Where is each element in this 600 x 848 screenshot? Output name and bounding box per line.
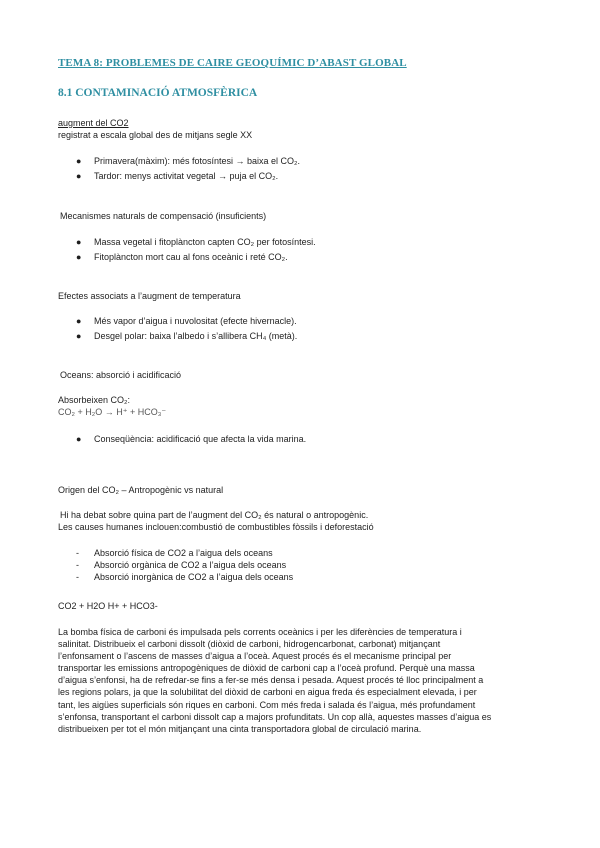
section-heading: 8.1 CONTAMINACIÓ ATMOSFÈRICA — [58, 87, 258, 99]
list-item — [76, 331, 298, 342]
origin-line-2: Les causes humanes inclouen:combustió de combustibles fòssils i deforestació — [58, 522, 374, 532]
oceans-absorb-text: Absorbeixen CO₂: — [58, 395, 131, 405]
list-item — [76, 156, 301, 167]
co2-bullet-text: Primavera(màxim): més fotosíntesi → baixa el CO₂. — [94, 156, 301, 166]
bullet-icon: ● — [76, 331, 82, 341]
list-item — [76, 316, 297, 327]
paragraph-line: d’aigua s’enfonsi, ha de refredar-se fins a fer-se més densa i pesada. Aquest procés té lloc principalment a — [58, 675, 484, 686]
list-item — [76, 548, 293, 559]
mechanisms-bullet-text: Massa vegetal i fitoplàncton capten CO₂ per fotosíntesi. — [94, 237, 316, 247]
paragraph-line: s’enfonsa, transportant el carboni dissolt cap a majors profunditats. Un cop allà, aquestes masses d’aigua es — [58, 711, 492, 722]
co2-bullet-text: Tardor: menys activitat vegetal → puja el CO₂. — [94, 171, 279, 181]
paragraph-line: salinitat. Distribueix el carboni dissolt (diòxid de carboni, hidrogencarbonat, carbonat) mitjançant — [58, 639, 441, 650]
dash-icon: - — [76, 560, 79, 570]
origin-heading: Origen del CO₂ – Antropogènic vs natural — [58, 485, 224, 495]
dash-icon: - — [76, 572, 79, 582]
list-item — [76, 237, 316, 248]
effects-bullet-text: Desgel polar: baixa l’albedo i s’allibera CH₄ (metà). — [94, 331, 298, 341]
origin-line-1: Hi ha debat sobre quina part de l’augment del CO₂ és natural o antropogènic. — [60, 510, 369, 520]
effects-bullet-list — [76, 316, 298, 342]
bullet-icon: ● — [76, 316, 82, 326]
body-paragraph — [58, 626, 518, 735]
list-item — [76, 434, 307, 445]
origin-equation: CO2 + H2O H+ + HCO3- — [58, 601, 158, 611]
co2-intro: registrat a escala global des de mitjans segle XX — [58, 130, 253, 140]
list-item — [76, 572, 294, 583]
paragraph-line: La bomba física de carboni és impulsada pels corrents oceànics i per les diferències de temperatura i — [58, 627, 462, 637]
bullet-icon: ● — [76, 237, 82, 247]
list-item — [76, 252, 316, 263]
paragraph-line: distribueixen per tot el món mitjançant una cinta transportadora global de circulació marina. — [58, 723, 422, 734]
paragraph-line: l’enfonsament o l’ascens de masses d’aigua a l’oceà. Aquest procés és el mecanisme principal per — [58, 651, 452, 662]
mechanisms-heading: Mecanismes naturals de compensació (insuficients) — [60, 211, 267, 221]
dash-icon: - — [76, 548, 79, 558]
oceans-heading: Oceans: absorció i acidificació — [60, 370, 182, 380]
bullet-icon: ● — [76, 434, 82, 444]
paragraph-line: transportar les emissions antropogèniques de diòxid de carboni cap a l’oceà profund. Perquè una massa — [58, 663, 475, 674]
oceans-formula: CO₂ + H₂O → H⁺ + HCO₃⁻ — [58, 407, 167, 417]
bullet-icon: ● — [76, 156, 82, 166]
origin-dash-text: Absorció inorgànica de CO2 a l’aigua dels oceans — [94, 572, 294, 582]
co2-heading: augment del CO2 — [58, 118, 129, 128]
mechanisms-bullet-list — [76, 237, 316, 263]
effects-heading: Efectes associats a l’augment de temperatura — [58, 291, 241, 301]
paragraph-line: tant, les aigües superficials són riques en carboni. Com més freda i salada és l’aigua, més profundament — [58, 699, 476, 710]
origin-dash-text: Absorció física de CO2 a l’aigua dels oceans — [94, 548, 273, 558]
bullet-icon: ● — [76, 252, 82, 262]
list-item — [76, 560, 293, 571]
oceans-bullet-text: Conseqüència: acidificació que afecta la vida marina. — [94, 434, 307, 444]
co2-bullet-list — [76, 156, 301, 182]
origin-dash-list — [76, 548, 294, 583]
document-title: TEMA 8: PROBLEMES DE CAIRE GEOQUÍMIC D’ABAST GLOBAL — [58, 57, 407, 69]
oceans-bullet-list — [76, 434, 307, 445]
bullet-icon: ● — [76, 171, 82, 181]
list-item — [76, 171, 300, 182]
paragraph-line: les regions polars, ja que la solubilitat del diòxid de carboni en aigua freda és especialment elevada, i per — [58, 687, 477, 698]
origin-dash-text: Absorció orgànica de CO2 a l’aigua dels oceans — [94, 560, 287, 570]
effects-bullet-text: Més vapor d’aigua i nuvolositat (efecte hivernacle). — [94, 316, 297, 326]
mechanisms-bullet-text: Fitoplàncton mort cau al fons oceànic i reté CO₂. — [94, 252, 288, 262]
